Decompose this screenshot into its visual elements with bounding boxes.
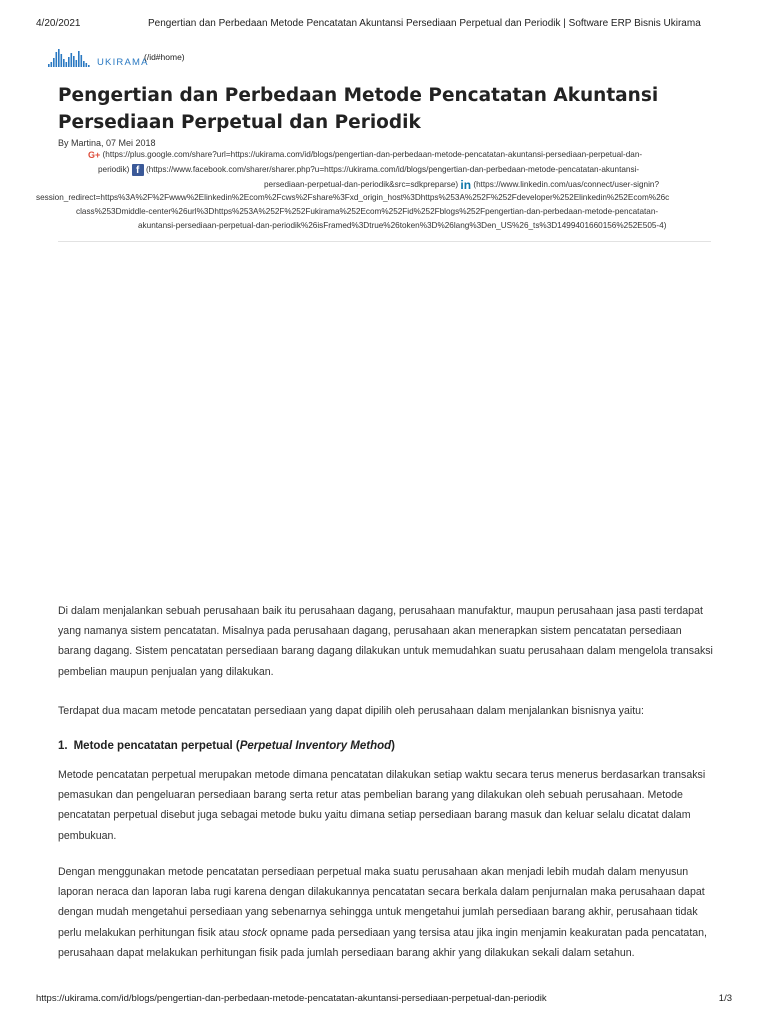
share-line-linkedin-4[interactable] xyxy=(138,221,666,230)
google-share-url-end[interactable]: periodik) xyxy=(98,165,130,175)
share-line-linkedin[interactable] xyxy=(264,178,659,192)
google-plus-icon[interactable]: G+ xyxy=(88,150,101,160)
section-title-italic: Perpetual Inventory Method xyxy=(239,740,392,752)
section-title-close: ) xyxy=(391,740,396,752)
google-share-url[interactable]: (https://plus.google.com/share?url=https://ukirama.com/id/blogs/pengertian-dan-perbedaan-metode-pencatatan-akuntansi-persediaan-perpetual-dan- xyxy=(102,150,643,160)
article-title: Pengertian dan Perbedaan Metode Pencatatan Akuntansi Persediaan Perpetual dan Periodik xyxy=(58,85,659,133)
perpetual-benefit-paragraph xyxy=(58,862,713,963)
benefit-text-italic: stock xyxy=(242,926,268,939)
logo-wordmark[interactable]: UKIRAMA xyxy=(97,57,149,68)
linkedin-share-url-3[interactable]: class%253Dmiddle-center%26url%3Dhttps%253A%252F%252Fukirama%252Ecom%252Fid%252Fblogs%252Fpengertian-dan-perbedaan-metode-pencatatan- xyxy=(76,207,659,216)
share-line-facebook[interactable] xyxy=(98,164,639,176)
print-date: 4/20/2021 xyxy=(36,18,81,29)
share-line-linkedin-3[interactable] xyxy=(76,207,658,216)
benefit-text-1: Dengan menggunakan metode pencatatan persediaan perpetual maka suatu perusahaan akan menjadi lebih mudah dalam menyusun laporan neraca dan laporan laba rugi karena dengan dilakukannya pencatatan secara berkala dalam penjurnalan maka perusahaan dapat dengan mudah mengetahui persediaan yang sebenarnya sehingga untuk mengetahui jumlah persediaan barang akhir, perusahaan tidak perlu melakukan perhitungan fisik atau xyxy=(58,866,705,939)
facebook-share-url[interactable]: (https://www.facebook.com/sharer/sharer.php?u=https://ukirama.com/id/blogs/pengertian-dan-perbedaan-metode-pencatatan-akuntansi- xyxy=(145,165,640,175)
section-title: Metode pencatatan perpetual ( xyxy=(73,740,240,752)
article-byline: By Martina, 07 Mei 2018 xyxy=(58,138,156,148)
perpetual-definition-paragraph: Metode pencatatan perpetual merupakan metode dimana pencatatan dilakukan setiap waktu secara terus menerus berdasarkan transaksi pemasukan dan pengeluaran persediaan barang serta retur atas pembelian barang yang dilakukan oleh sebuah perusahaan. Metode pencatatan perpetual disebut juga sebagai metode buku yaitu dimana setiap persediaan barang masuk dan keluar selalu dicatat dalam pembukuan. xyxy=(58,769,706,842)
linkedin-share-url-2[interactable]: session_redirect=https%3A%2F%2Fwww%2Elinkedin%2Ecom%2Fcws%2Fshare%3Fxd_origin_host%3Dhttps%253A%252F%252Fdeveloper%252Elinkedin%252Ecom%26c xyxy=(36,193,670,202)
ukirama-logo-icon[interactable] xyxy=(48,48,94,68)
linkedin-share-url[interactable]: (https://www.linkedin.com/uas/connect/user-signin? xyxy=(473,180,660,190)
linkedin-icon[interactable]: in xyxy=(460,178,472,192)
home-link[interactable]: (/id#home) xyxy=(144,52,185,62)
benefit-text-2: opname pada persediaan yang tersisa atau jika ingin menjamin keakuratan pada pencatatan, perusahaan dapat melakukan perhitungan fisik pada jumlah persediaan barang akhir yang dilakukan sekali dalam setahun. xyxy=(58,926,707,959)
print-page-number: 1/3 xyxy=(718,993,732,1004)
share-line-google[interactable] xyxy=(88,150,711,160)
print-footer xyxy=(36,993,732,1004)
facebook-icon[interactable]: f xyxy=(132,164,144,176)
share-line-linkedin-2[interactable] xyxy=(36,193,768,202)
linkedin-share-url-4[interactable]: akuntansi-persediaan-perpetual-dan-periodik%26isFramed%3Dtrue%26token%3D%26lang%3Den_US%26_ts%3D1499401660156%252E505-4) xyxy=(138,221,667,230)
facebook-share-url-end[interactable]: persediaan-perpetual-dan-periodik&src=sdkpreparse) xyxy=(264,180,459,190)
intro-paragraph: Di dalam menjalankan sebuah perusahaan baik itu perusahaan dagang, perusahaan manufaktur, maupun perusahaan jasa pasti terdapat yang namanya sistem pencatatan. Misalnya pada perusahaan dagang, perusahaan akan menerapkan sistem pencatatan persediaan barang dagang. Sistem pencatatan persediaan barang dagang dilakukan untuk memudahkan suatu perusahaan dalam mengelola transaksi pembelian maupun penjualan yang dilakukan. xyxy=(58,605,713,678)
print-page-title: Pengertian dan Perbedaan Metode Pencatatan Akuntansi Persediaan Perpetual dan Periodik | Software ERP Bisnis Ukirama xyxy=(148,18,701,29)
print-footer-url: https://ukirama.com/id/blogs/pengertian-dan-perbedaan-metode-pencatatan-akuntansi-persediaan-perpetual-dan-periodik xyxy=(36,993,547,1004)
section-heading-perpetual xyxy=(58,740,395,752)
methods-intro-paragraph: Terdapat dua macam metode pencatatan persediaan yang dapat dipilih oleh perusahaan dalam menjalankan bisnisnya yaitu: xyxy=(58,705,644,717)
header-divider xyxy=(58,241,711,242)
section-number: 1. xyxy=(58,740,68,752)
